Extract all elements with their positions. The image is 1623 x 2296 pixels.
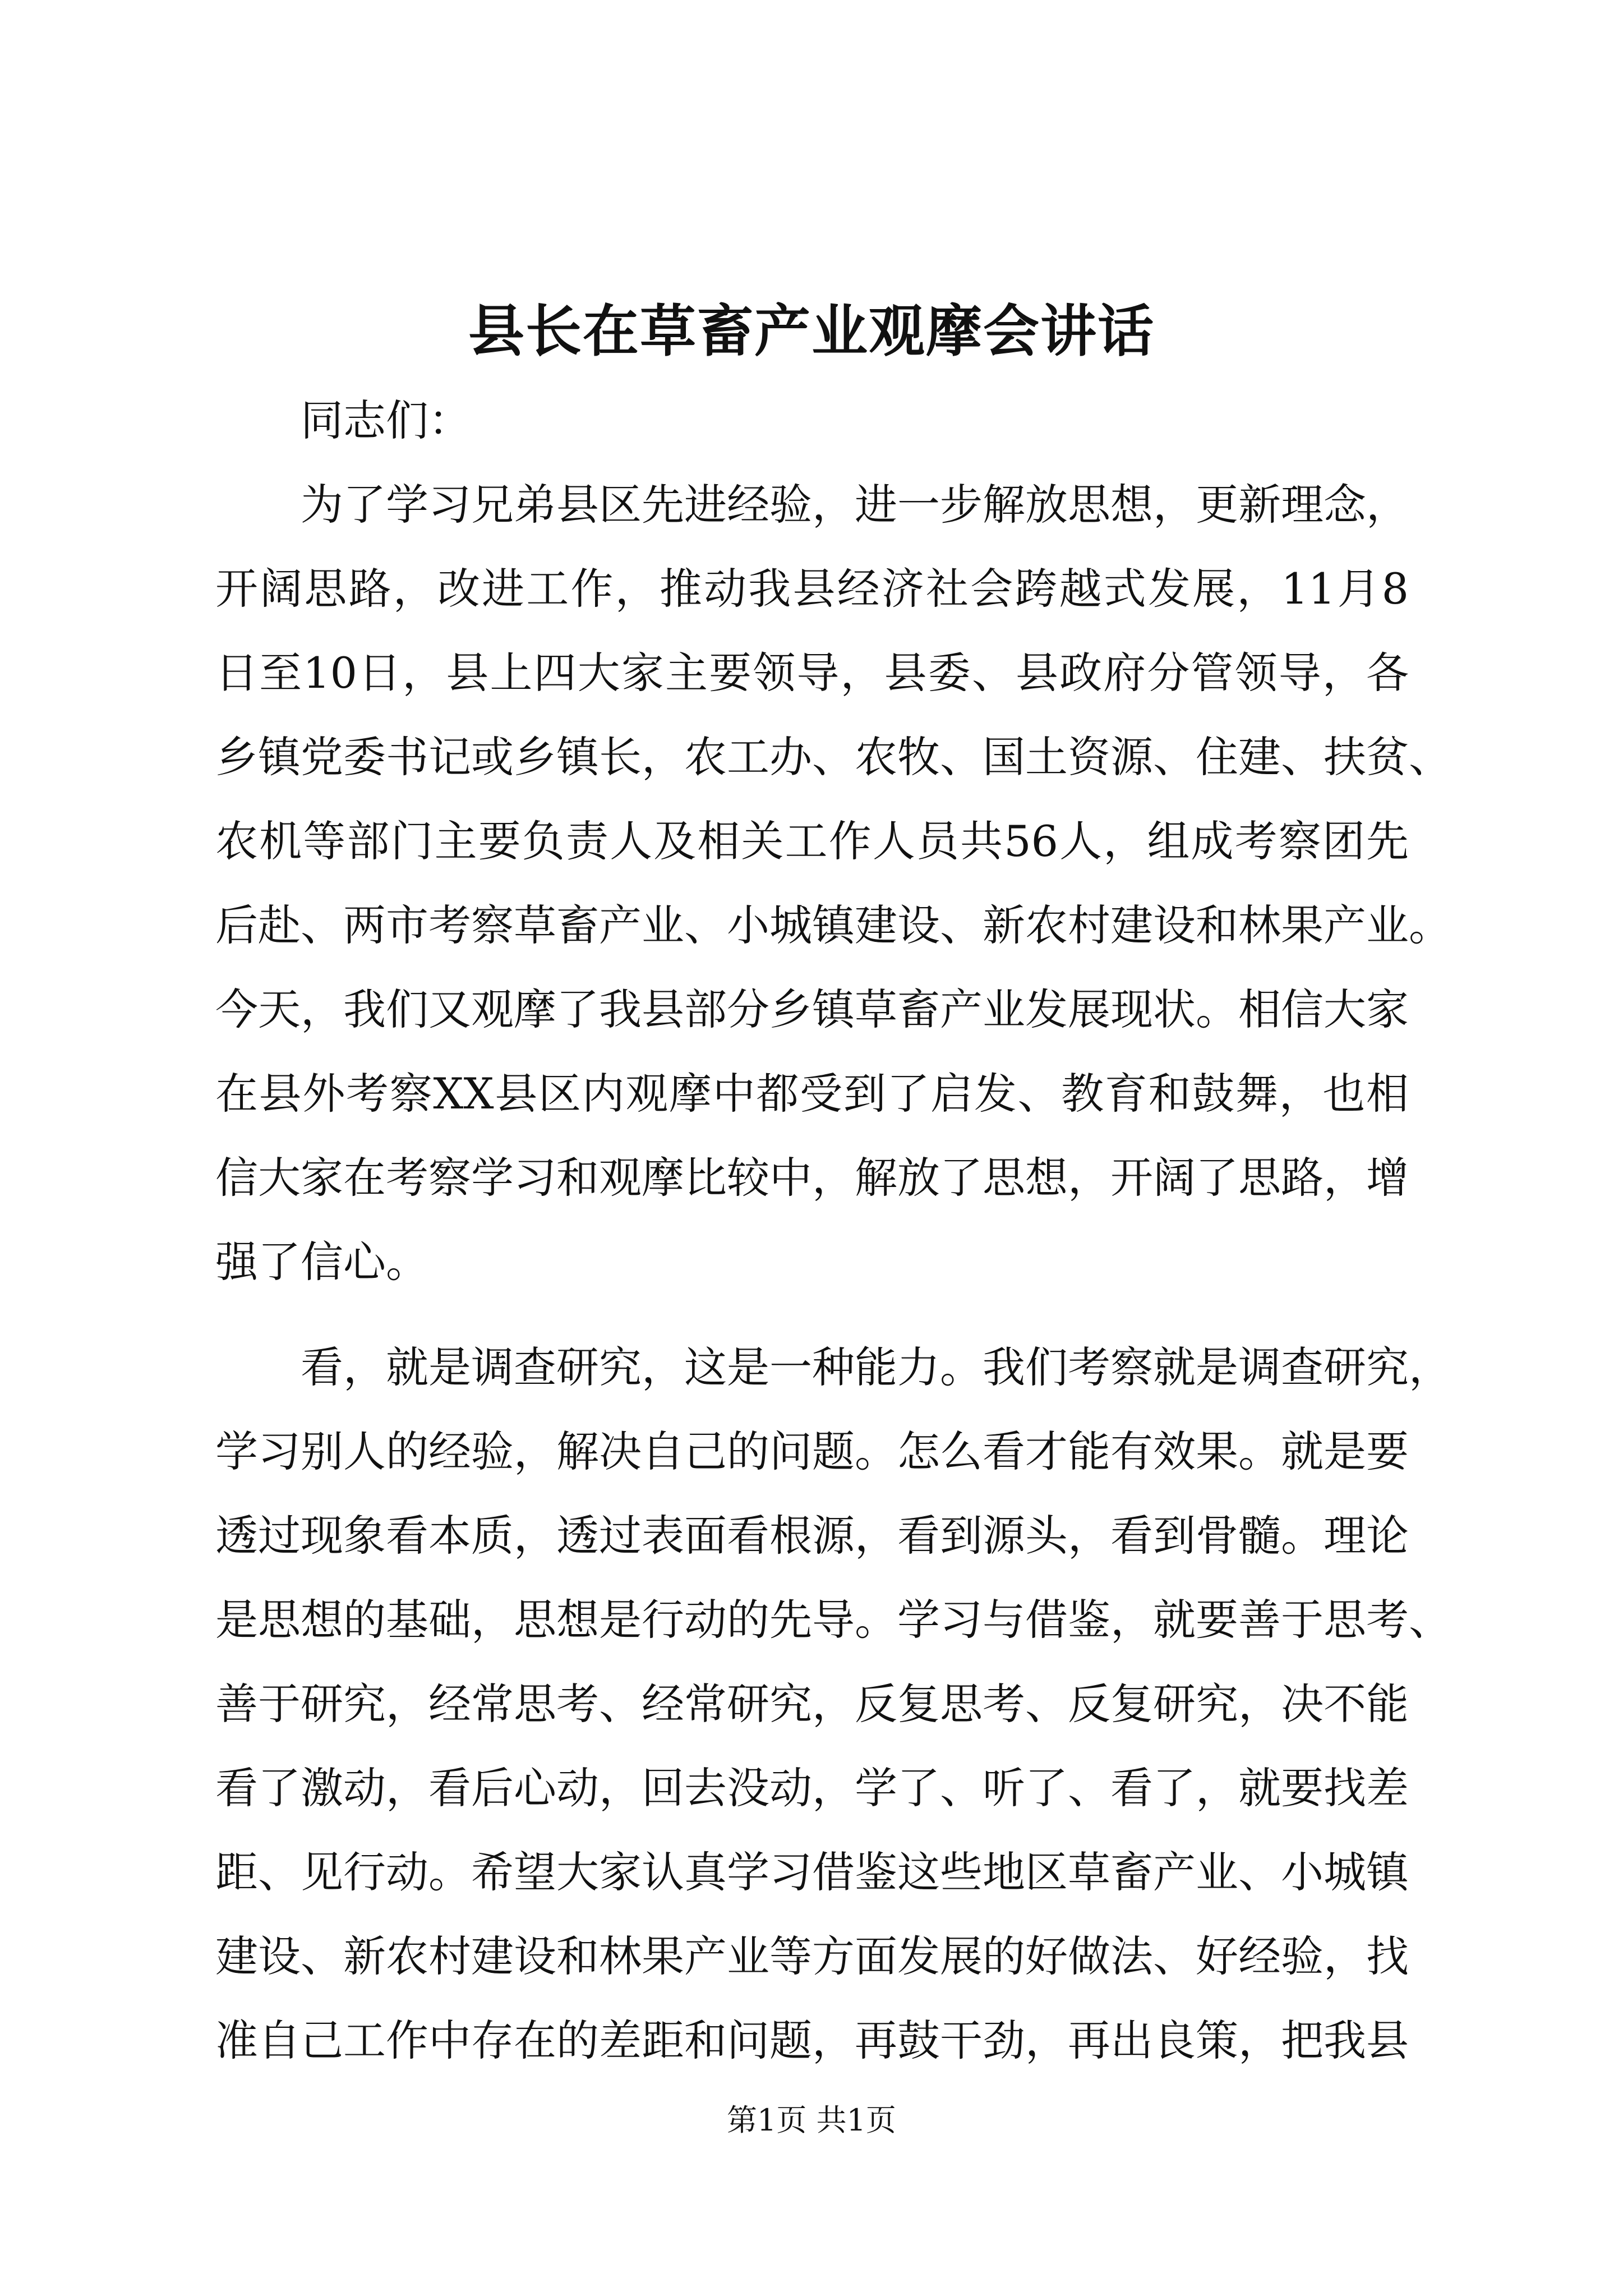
- paragraph-2-line: 看了激动，看后心动，回去没动，学了、听了、看了，就要找差: [215, 1763, 1409, 1813]
- paragraph-2-line: 准自己工作中存在的差距和问题，再鼓干劲，再出良策，把我县: [215, 2016, 1409, 2065]
- paragraph-1-line: 农机等部门主要负责人及相关工作人员共56人，组成考察团先: [215, 816, 1409, 866]
- paragraph-2-line: 看，就是调查研究，这是一种能力。我们考察就是调查研究，: [301, 1342, 1451, 1392]
- page-footer: 第1页 共1页: [727, 2102, 896, 2138]
- paragraph-1-line: 为了学习兄弟县区先进经验，进一步解放思想，更新理念，: [301, 480, 1409, 530]
- paragraph-1-line: 开阔思路，改进工作，推动我县经济社会跨越式发展，11月8: [215, 564, 1409, 614]
- paragraph-1-line: 乡镇党委书记或乡镇长，农工办、农牧、国土资源、住建、扶贫、: [215, 732, 1451, 782]
- paragraph-1-line: 后赴、两市考察草畜产业、小城镇建设、新农村建设和林果产业。: [215, 900, 1451, 950]
- paragraph-1-line: 在县外考察XX县区内观摩中都受到了启发、教育和鼓舞，也相: [215, 1069, 1409, 1119]
- paragraph-2-line: 是思想的基础，思想是行动的先导。学习与借鉴，就要善于思考、: [215, 1595, 1451, 1645]
- paragraph-2-line: 学习别人的经验，解决自己的问题。怎么看才能有效果。就是要: [215, 1427, 1409, 1476]
- document-title: 县长在草畜产业观摩会讲话: [468, 298, 1155, 364]
- paragraph-2-line: 距、见行动。希望大家认真学习借鉴这些地区草畜产业、小城镇: [215, 1847, 1409, 1897]
- document-body: [215, 379, 1451, 2083]
- paragraph-spacer: [215, 1304, 1409, 1326]
- paragraph-2-line: 善于研究，经常思考、经常研究，反复思考、反复研究，决不能: [215, 1679, 1409, 1729]
- paragraph-1-line: 信大家在考察学习和观摩比较中，解放了思想，开阔了思路，增: [215, 1153, 1409, 1203]
- paragraph-2-line: 建设、新农村建设和林果产业等方面发展的好做法、好经验，找: [215, 1931, 1409, 1981]
- paragraph-1-line: 日至10日，县上四大家主要领导，县委、县政府分管领导，各: [215, 648, 1409, 698]
- salutation: 同志们：: [301, 395, 471, 445]
- paragraph-1-line: 强了信心。: [215, 1237, 428, 1287]
- paragraph-1-line: 今天，我们又观摩了我县部分乡镇草畜产业发展现状。相信大家: [215, 984, 1409, 1034]
- paragraph-2-line: 透过现象看本质，透过表面看根源，看到源头，看到骨髓。理论: [215, 1511, 1409, 1561]
